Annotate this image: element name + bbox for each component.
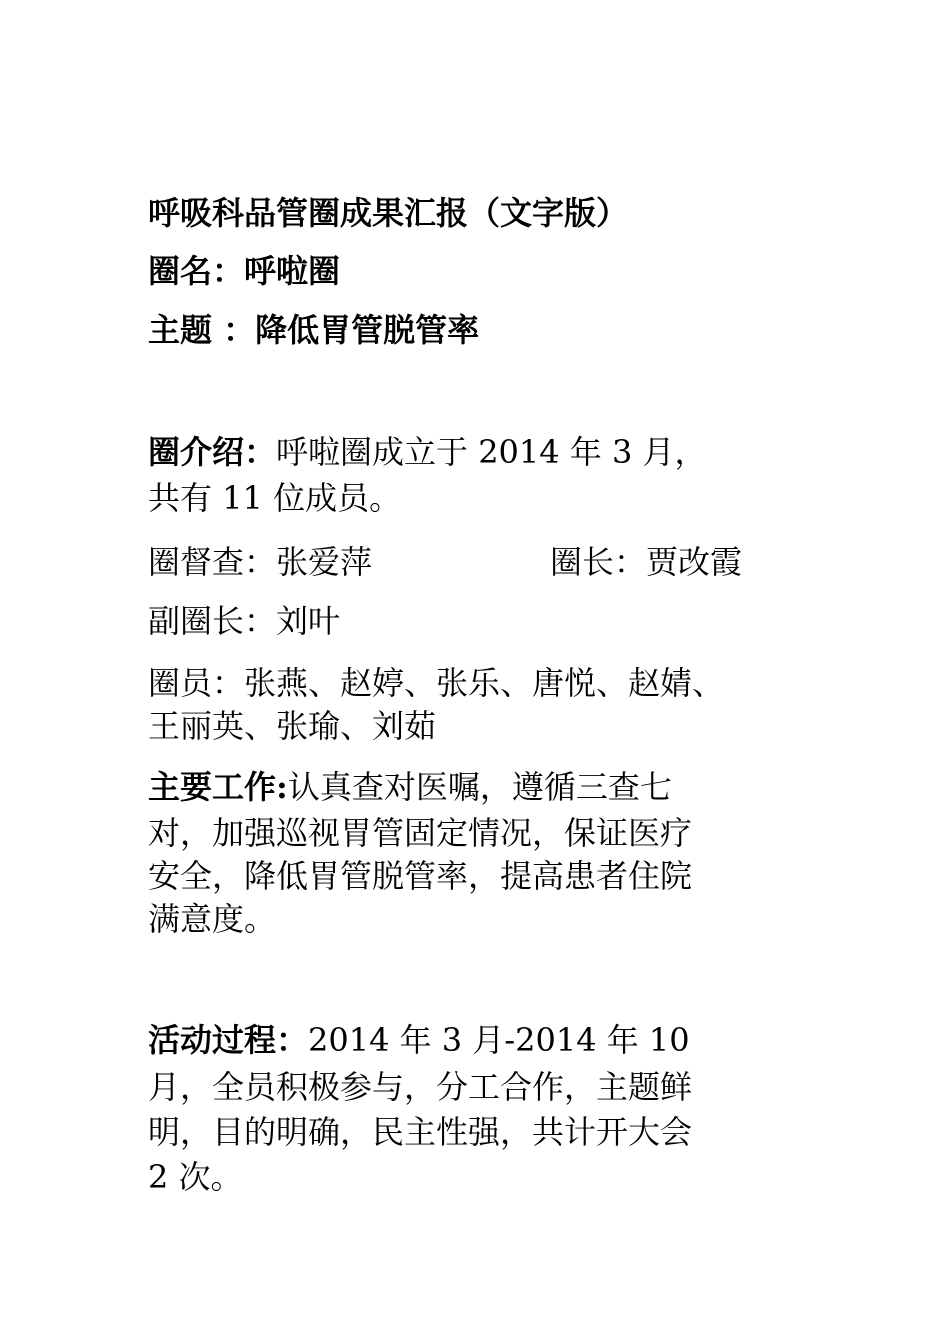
theme-value: 降低胃管脱管率 [255,311,480,349]
theme-line [148,307,479,353]
work-line-2: 对，加强巡视胃管固定情况，保证医疗 [148,814,693,852]
circle-name-label: 圈名： [148,252,245,290]
vice-leader-value: 刘叶 [276,602,341,640]
intro-line-1 [148,429,707,475]
process-line-1 [148,1017,690,1063]
process-line-4: 2 次。 [148,1158,243,1196]
members-line-1 [148,660,724,706]
leader-line [550,539,742,585]
work-line-1 [148,764,672,810]
members-label: 圈员： [148,664,245,702]
members-line-2: 王丽英、张瑜、刘茹 [148,707,437,745]
intro-text-1: 呼啦圈成立于 2014 年 3 月， [276,433,707,471]
intro-line-2: 共有 11 位成员。 [148,479,402,517]
document-title: 呼吸科品管圈成果汇报（文字版） [148,194,629,232]
members-text-1: 张燕、赵婷、张乐、唐悦、赵婧、 [244,664,725,702]
work-line-4: 满意度。 [148,900,277,938]
process-line-3: 明，目的明确，民主性强，共计开大会 [148,1113,693,1151]
intro-label: 圈介绍： [148,433,277,471]
supervisor-line [148,539,372,585]
vice-leader-line [148,598,340,644]
circle-name-value: 呼啦圈 [244,252,341,290]
work-label: 主要工作: [148,768,288,806]
supervisor-value: 张爱萍 [276,543,373,581]
process-label: 活动过程： [148,1021,309,1059]
vice-leader-label: 副圈长： [148,602,277,640]
work-text-1: 认真查对医嘱，遵循三查七 [287,768,672,806]
process-line-2: 月，全员积极参与，分工合作，主题鲜 [148,1068,693,1106]
theme-label: 主题 ： [148,311,256,349]
supervisor-label: 圈督查： [148,543,277,581]
process-text-1: 2014 年 3 月-2014 年 10 [308,1021,690,1059]
leader-value: 贾改霞 [646,543,743,581]
work-line-3: 安全，降低胃管脱管率，提高患者住院 [148,857,693,895]
leader-label: 圈长： [550,543,647,581]
circle-name-line [148,248,340,294]
